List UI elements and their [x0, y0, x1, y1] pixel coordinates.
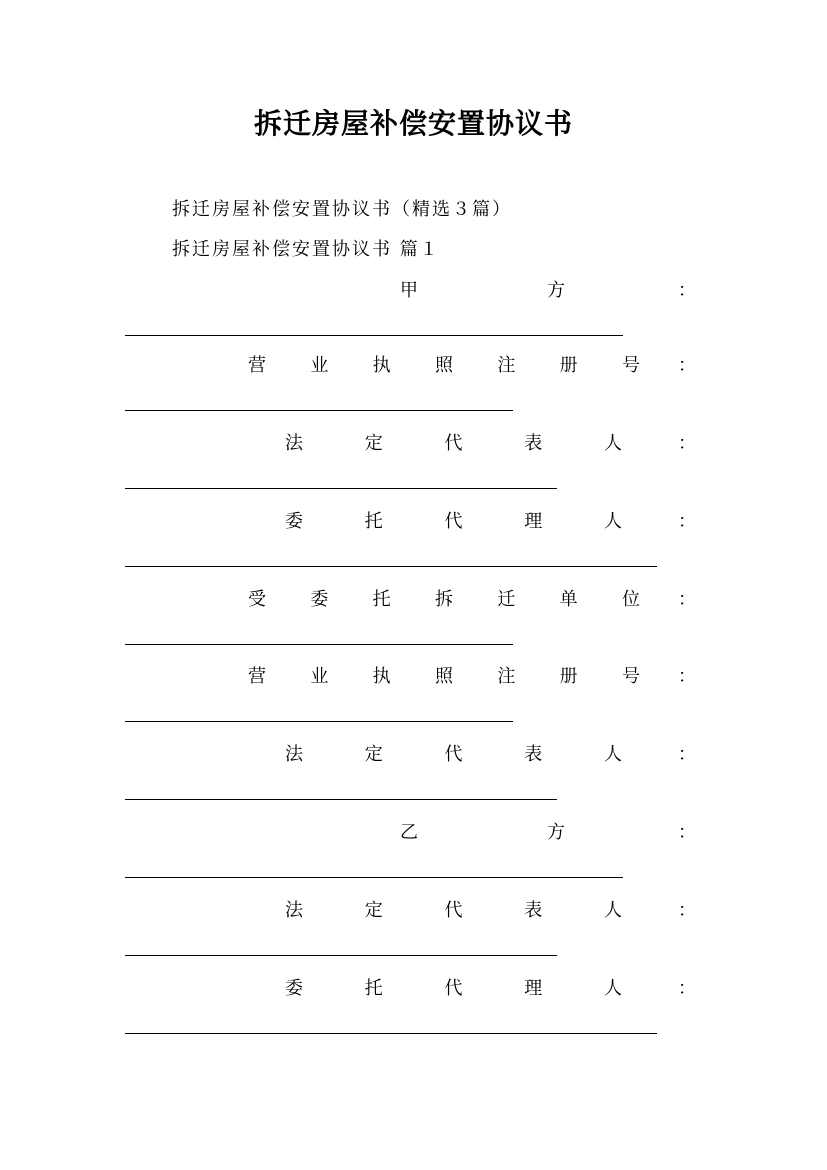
field-label-char: 单 — [559, 589, 578, 610]
field-label-char: 代 — [444, 744, 463, 765]
field-label-char: 册 — [559, 666, 578, 687]
field-label-char: 方 — [547, 280, 565, 301]
field-label-char: 表 — [524, 433, 543, 454]
field-label — [285, 430, 622, 458]
field-label-char: 托 — [364, 978, 383, 999]
fill-in-line[interactable] — [125, 566, 657, 567]
field-label — [285, 741, 622, 769]
field-label-char: 定 — [364, 900, 383, 921]
field-colon: ： — [678, 355, 696, 376]
field-colon: ： — [678, 900, 696, 921]
field-label-char: 委 — [285, 978, 303, 999]
field-label-char: 表 — [524, 900, 543, 921]
field-label-char: 法 — [285, 900, 303, 921]
field-label — [285, 897, 622, 925]
field-label-char: 代 — [444, 978, 463, 999]
fill-in-line[interactable] — [125, 410, 513, 411]
field-label-char: 照 — [434, 355, 453, 376]
field-colon: ： — [678, 666, 696, 687]
field-label-char: 代 — [444, 511, 463, 532]
field-label — [285, 975, 622, 1003]
fill-in-line[interactable] — [125, 721, 513, 722]
fill-in-line[interactable] — [125, 1033, 657, 1034]
field-label-char: 位 — [621, 589, 640, 610]
field-label-char: 人 — [604, 433, 622, 454]
field-label-char: 代 — [444, 900, 463, 921]
field-label-char: 照 — [434, 666, 453, 687]
field-label-char: 业 — [310, 355, 329, 376]
field-label-char: 人 — [604, 511, 622, 532]
field-label-char: 册 — [559, 355, 578, 376]
field-label-char: 乙 — [400, 822, 418, 843]
field-label-char: 人 — [604, 978, 622, 999]
field-label-char: 托 — [372, 589, 391, 610]
fill-in-line[interactable] — [125, 488, 557, 489]
field-colon: ： — [678, 511, 696, 532]
field-label-char: 委 — [285, 511, 303, 532]
field-colon: ： — [678, 589, 696, 610]
fill-in-line[interactable] — [125, 877, 623, 878]
field-label-char: 号 — [621, 355, 640, 376]
fill-in-line[interactable] — [125, 644, 513, 645]
field-colon: ： — [678, 744, 696, 765]
fill-in-line[interactable] — [125, 799, 557, 800]
field-label-char: 营 — [248, 355, 266, 376]
field-label-char: 代 — [444, 433, 463, 454]
field-label — [400, 819, 565, 847]
field-label-char: 托 — [364, 511, 383, 532]
field-label — [248, 352, 640, 380]
field-label — [248, 586, 640, 614]
field-label-char: 迁 — [497, 589, 516, 610]
field-label-char: 法 — [285, 744, 303, 765]
field-label-char: 甲 — [400, 280, 418, 301]
field-label-char: 拆 — [434, 589, 453, 610]
field-label-char: 人 — [604, 744, 622, 765]
fill-in-line[interactable] — [125, 955, 557, 956]
field-label-char: 号 — [621, 666, 640, 687]
field-label-char: 注 — [497, 666, 516, 687]
field-label-char: 受 — [248, 589, 266, 610]
field-label — [400, 277, 565, 305]
field-colon: ： — [678, 280, 696, 301]
field-label-char: 业 — [310, 666, 329, 687]
field-label-char: 方 — [547, 822, 565, 843]
field-colon: ： — [678, 822, 696, 843]
field-label-char: 定 — [364, 744, 383, 765]
field-label-char: 理 — [524, 511, 543, 532]
document-title: 拆迁房屋补偿安置协议书 — [253, 107, 573, 140]
section-heading: 拆迁房屋补偿安置协议书 篇１ — [172, 239, 440, 260]
field-label — [285, 508, 622, 536]
field-label-char: 执 — [372, 355, 391, 376]
field-label-char: 表 — [524, 744, 543, 765]
field-label-char: 营 — [248, 666, 266, 687]
field-label-char: 委 — [310, 589, 329, 610]
field-label-char: 法 — [285, 433, 303, 454]
field-colon: ： — [678, 978, 696, 999]
field-label-char: 理 — [524, 978, 543, 999]
field-label-char: 定 — [364, 433, 383, 454]
field-label-char: 人 — [604, 900, 622, 921]
field-label-char: 执 — [372, 666, 391, 687]
field-label-char: 注 — [497, 355, 516, 376]
document-subtitle: 拆迁房屋补偿安置协议书（精选３篇） — [172, 199, 512, 220]
fill-in-line[interactable] — [125, 335, 623, 336]
field-colon: ： — [678, 433, 696, 454]
field-label — [248, 663, 640, 691]
